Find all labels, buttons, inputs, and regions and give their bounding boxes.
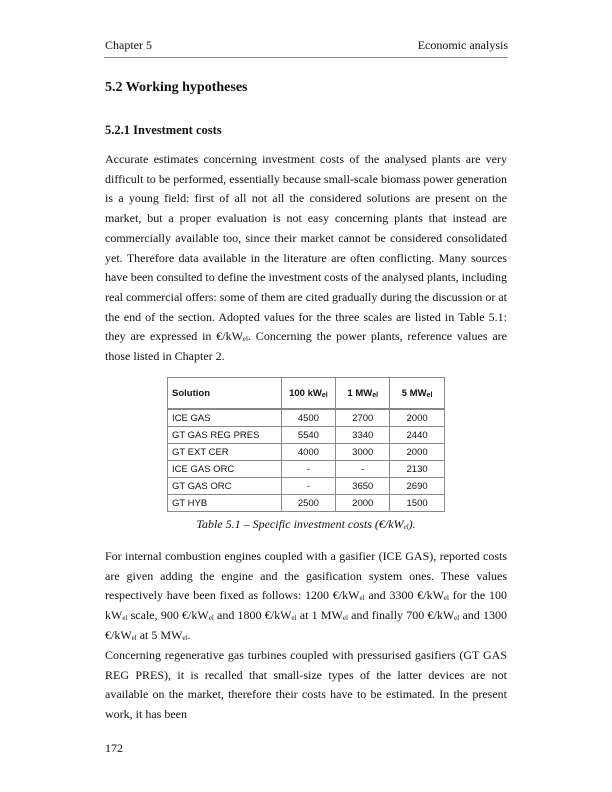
- cell: 2000: [336, 495, 390, 512]
- text: . Concerning the power plants, reference values are those listed in Chapter 2.: [105, 329, 507, 364]
- cell: 2690: [390, 478, 445, 495]
- table-row: [168, 427, 445, 444]
- subsection-title: 5.2.1 Investment costs: [105, 123, 222, 137]
- table-row: [168, 461, 445, 478]
- column-header: 5 $MW_{el}$: [390, 378, 445, 410]
- paragraph-ice-gas: For internal combustion engines coupled with a gasifier (ICE GAS), reported costs are given adding the engine and the gasification system ones. These values respectively have been fixed as follows: 1200 $€/kW_{el}$ and 3300 $€/kW_{el}$ for the 100 $kW_{el}$ scale, 900 $€/kW_{el}$ and 1800 $€/kW_{el}$ at 1 $MW_{el}$ and finally 700 $€/kW_{el}$ and 1300 $€/kW_{el}$ at 5 $MW_{el}$.: [105, 549, 507, 642]
- cell: GT HYB: [168, 495, 282, 512]
- cell: 2700: [336, 409, 390, 427]
- cell: -: [281, 478, 336, 495]
- cell: -: [281, 461, 336, 478]
- table-row: [168, 409, 445, 427]
- cell: 2000: [390, 409, 445, 427]
- cell: 1500: [390, 495, 445, 512]
- cell: -: [336, 461, 390, 478]
- cell: 3340: [336, 427, 390, 444]
- header-rule: [104, 57, 508, 58]
- column-header: 100 $kW_{el}$: [281, 378, 336, 410]
- cell: 2000: [390, 444, 445, 461]
- cell: ICE GAS: [168, 409, 282, 427]
- page-number: 172: [105, 741, 123, 755]
- cell: 2130: [390, 461, 445, 478]
- paragraph-intro: [105, 150, 507, 367]
- column-header: Solution: [168, 378, 282, 410]
- section-title: 5.2 Working hypotheses: [105, 80, 248, 95]
- investment-costs-table: [167, 377, 445, 512]
- cell: 3650: [336, 478, 390, 495]
- table-row: [168, 444, 445, 461]
- subscript: el: [242, 335, 248, 344]
- cell: 3000: [336, 444, 390, 461]
- table-header-row: [168, 378, 445, 410]
- cell: 4500: [281, 409, 336, 427]
- table-row: [168, 495, 445, 512]
- cell: 4000: [281, 444, 336, 461]
- cell: 5540: [281, 427, 336, 444]
- column-header: 1 $MW_{el}$: [336, 378, 390, 410]
- cell: 2440: [390, 427, 445, 444]
- table-row: [168, 478, 445, 495]
- cell: 2500: [281, 495, 336, 512]
- table-caption: Table 5.1 – Specific investment costs $(€/kW_{el})$.: [196, 517, 416, 531]
- cell: ICE GAS ORC: [168, 461, 282, 478]
- running-header: [105, 38, 508, 53]
- text: Accurate estimates concerning investment costs of the analysed plants are very difficult to be performed, essentially because small-scale biomass power generation is a young field: first of all not all the considered solutions are present on the market, but a proper evaluation is not easy concerning plants that instead are commercially available too, since their market cannot be considered consolidated yet. Therefore data available in the literature are often conflicting. Many sources have been consulted to define the investment costs of the analysed plants, including real commercial offers: some of them are cited gradually during the discussion or at the end of the section. Adopted values for the three scales are listed in Table 5.1: they are expressed in €/kW: [105, 152, 507, 344]
- cell: GT EXT CER: [168, 444, 282, 461]
- paragraph-gt-gas-reg-pres: Concerning regenerative gas turbines coupled with pressurised gasifiers (GT GAS REG PRES), it is recalled that small-size types of the latter devices are not available on the market, therefore their costs have to be estimated. In the present work, it has been: [105, 648, 507, 722]
- cell: GT GAS REG PRES: [168, 427, 282, 444]
- header-section: Economic analysis: [417, 38, 508, 52]
- header-chapter: Chapter 5: [105, 38, 152, 52]
- cell: GT GAS ORC: [168, 478, 282, 495]
